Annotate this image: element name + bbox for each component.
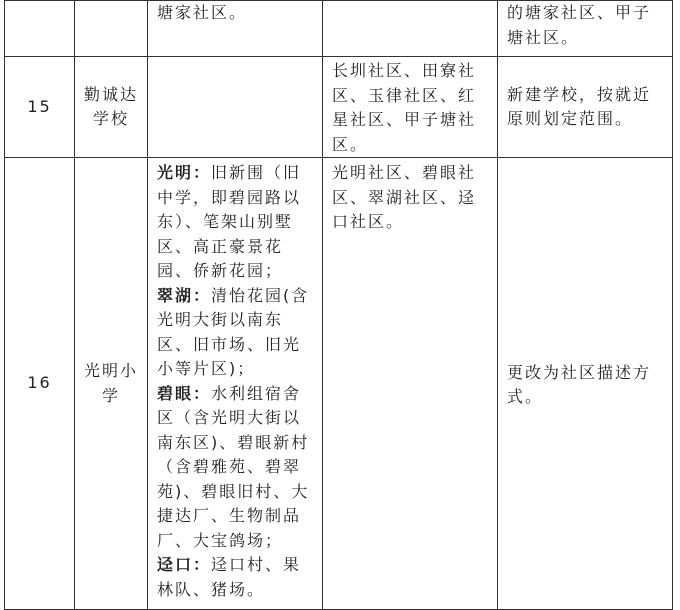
area-segment-jingkou: 迳口：迳口村、果林队、猪场。 (157, 555, 302, 599)
old-area-cell (148, 57, 323, 158)
table-row (5, 1, 673, 57)
new-area-cell (323, 1, 498, 57)
row-number-cell: 15 (5, 57, 75, 158)
new-area-cell: 长圳社区、田寮社区、玉律社区、红星社区、甲子塘社区。 (323, 57, 498, 158)
school-name-cell: 光明小学 (75, 158, 148, 610)
area-segment-cuihu: 翠湖：清怡花园(含光明大街以南东区、旧市场、旧光小等片区)； (157, 285, 310, 378)
area-segment-guangming: 光明：旧新围（旧中学，即碧园路以东）、笔架山别墅区、高正豪景花园、侨新花园； (157, 163, 302, 280)
row-number-cell (5, 1, 75, 57)
note-cell: 更改为社区描述方式。 (498, 158, 673, 610)
school-name-cell: 勤诚达学校 (75, 57, 148, 158)
school-zoning-table (4, 0, 673, 610)
row-number-cell: 16 (5, 158, 75, 610)
old-area-cell (148, 158, 323, 610)
school-name-cell (75, 1, 148, 57)
table-row (5, 57, 673, 158)
table-row (5, 158, 673, 610)
old-area-segments (148, 158, 322, 602)
note-cell: 的塘家社区、甲子塘社区。 (498, 1, 673, 57)
new-area-cell: 光明社区、碧眼社区、翠湖社区、迳口社区。 (323, 158, 498, 610)
area-segment-biyan: 碧眼：水利组宿舍区（含光明大街以南东区)、碧眼新村（含碧雅苑、碧翠苑)、碧眼旧村、大捷达厂、生物制品厂、大宝鸽场； (157, 383, 310, 550)
old-area-cell: 塘家社区。 (148, 1, 323, 57)
note-cell: 新建学校，按就近原则划定范围。 (498, 57, 673, 158)
